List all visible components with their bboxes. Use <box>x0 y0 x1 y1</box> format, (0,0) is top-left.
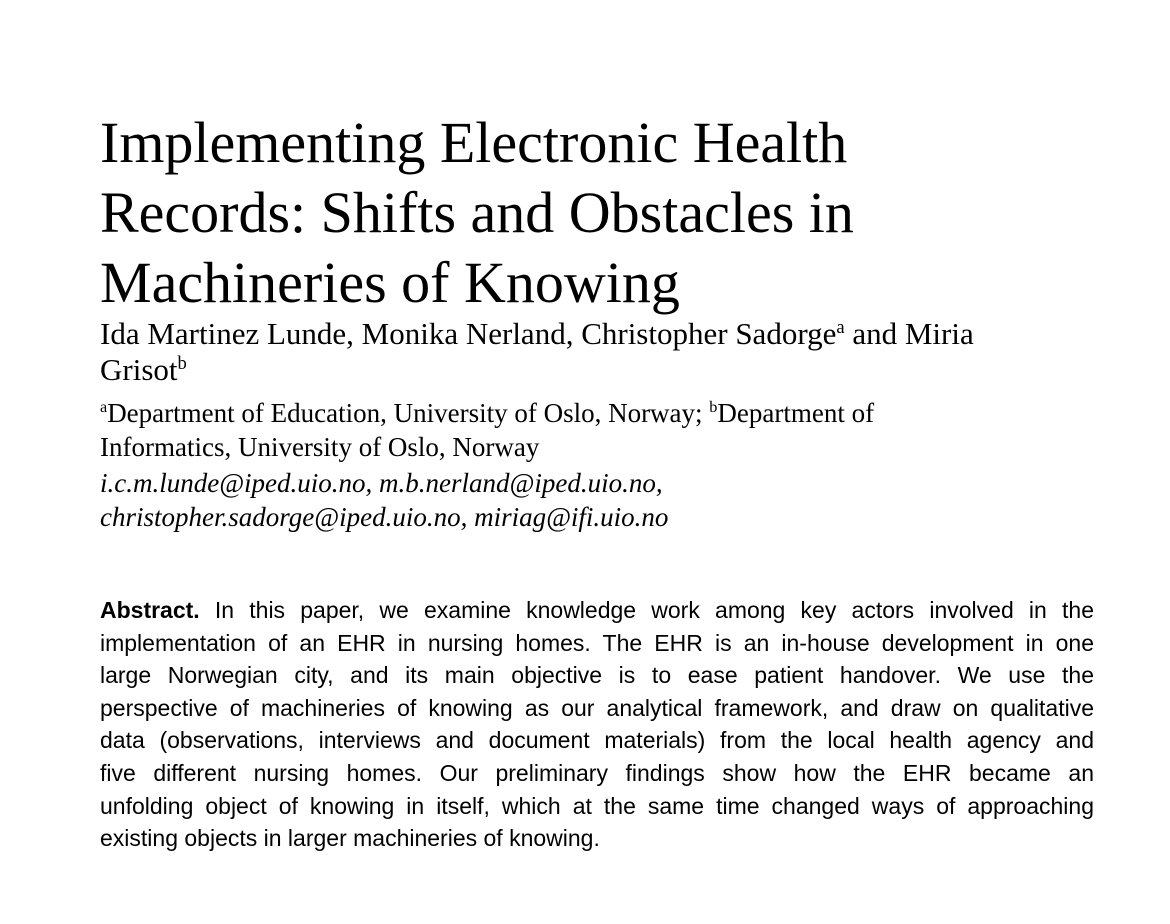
affiliation-marker-b: b <box>177 352 187 374</box>
abstract-line: unfolding object of knowing in itself, which at the same time changed ways of approaching <box>100 792 1094 819</box>
authors-text: Ida Martinez Lunde, Monika Nerland, Christopher Sadorge <box>100 316 837 351</box>
abstract-line: data (observations, interviews and document materials) from the local health agency and <box>100 727 1094 754</box>
paper-title <box>100 108 1100 318</box>
author-line <box>100 316 1100 352</box>
author-emails <box>100 466 1100 534</box>
title-line: Implementing Electronic Health <box>100 110 848 175</box>
affiliation-line: Informatics, University of Oslo, Norway <box>100 432 540 462</box>
abstract-line: perspective of machineries of knowing as our analytical framework, and draw on qualitative <box>100 694 1094 721</box>
affiliation-sup-b: b <box>709 398 718 417</box>
abstract-line: implementation of an EHR in nursing homes. The EHR is an in-house development in one <box>100 629 1094 656</box>
author-name: Grisot <box>100 352 178 387</box>
affiliation-sup-a: a <box>100 398 108 417</box>
abstract-line: existing objects in larger machineries of knowing. <box>100 825 600 852</box>
affiliation-b: Department of <box>717 398 875 428</box>
abstract <box>100 594 1094 855</box>
affiliation-marker-a: a <box>836 316 845 338</box>
author-list <box>100 316 1100 388</box>
affiliation-line <box>100 396 1100 430</box>
affiliations <box>100 396 1100 464</box>
author-line <box>100 352 1100 388</box>
email-line: i.c.m.lunde@iped.uio.no, m.b.nerland@iped.uio.no, <box>100 468 663 498</box>
abstract-label: Abstract. <box>100 597 200 623</box>
abstract-line: large Norwegian city, and its main objective is to ease patient handover. We use the <box>100 662 1094 689</box>
abstract-text: In this paper, we examine knowledge work among key actors involved in the <box>199 597 1094 623</box>
abstract-line: five different nursing homes. Our preliminary findings show how the EHR became an <box>100 759 1094 786</box>
title-line: Machineries of Knowing <box>100 250 680 315</box>
email-line: christopher.sadorge@iped.uio.no, miriag@ifi.uio.no <box>100 502 669 532</box>
affiliation-a: Department of Education, University of Oslo, Norway; <box>107 398 710 428</box>
title-line: Records: Shifts and Obstacles in <box>100 180 854 245</box>
authors-tail: and Miria <box>844 316 974 351</box>
abstract-line <box>100 594 1094 627</box>
